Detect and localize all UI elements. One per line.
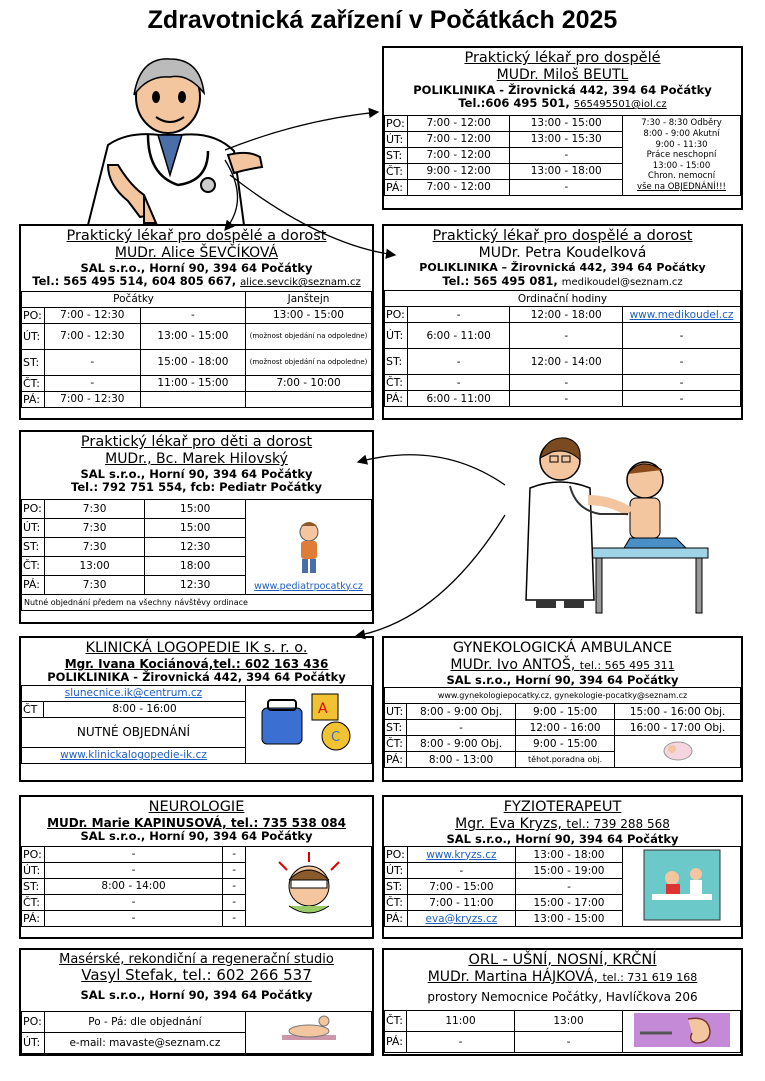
hours-cell: 13:00 - 15:00 bbox=[246, 307, 372, 323]
sevcikova-hours-table bbox=[21, 291, 372, 408]
sevcikova-email[interactable]: alice.sevcik@seznam.cz bbox=[240, 277, 361, 289]
day-label: PO: bbox=[22, 1011, 45, 1032]
hours-cell: 8:00 - 9:00 Obj. bbox=[407, 704, 516, 720]
hours-cell: 15:00 - 16:00 Obj. bbox=[615, 704, 741, 720]
day-label: ČT: bbox=[385, 736, 407, 752]
hours-cell: 11:00 - 15:00 bbox=[140, 375, 245, 391]
hours-cell: - bbox=[623, 391, 741, 407]
gynekologie-table bbox=[384, 687, 741, 768]
pregnancy-illustration bbox=[658, 737, 698, 763]
beutl-email[interactable]: 565495501@iol.cz bbox=[573, 99, 667, 111]
hours-cell: 9:00 - 15:00 bbox=[516, 736, 615, 752]
hilovsky-note: Nutné objednání předem na všechny návštěvy ordinace bbox=[22, 594, 372, 610]
hours-cell: - bbox=[407, 349, 510, 375]
hours-cell: 18:00 bbox=[145, 556, 246, 575]
hours-cell: 11:00 bbox=[407, 1010, 515, 1031]
beutl-card bbox=[382, 46, 743, 210]
massage-illustration bbox=[274, 1013, 344, 1049]
beutl-phone: Tel.:606 495 501, bbox=[458, 96, 570, 111]
hours-cell: - bbox=[407, 307, 510, 323]
sevcikova-heading: Praktický lékař pro dospělé a dorost bbox=[66, 228, 327, 244]
hours-cell: 7:00 - 12:00 bbox=[407, 131, 510, 147]
hours-note: (možnost objedání na odpoledne) bbox=[246, 349, 372, 375]
hours-cell: 13:00 bbox=[515, 1010, 623, 1031]
hours-cell: - bbox=[623, 349, 741, 375]
school-supplies-illustration bbox=[254, 688, 364, 758]
day-label: ÚT: bbox=[22, 862, 45, 878]
hours-cell: 15:00 - 18:00 bbox=[140, 349, 245, 375]
logopedie-web-link[interactable]: www.klinickalogopedie-ik.cz bbox=[22, 747, 246, 763]
maser-table bbox=[21, 1011, 372, 1054]
hours-cell: - bbox=[516, 879, 623, 895]
logopedie-illustration-cell bbox=[246, 685, 372, 763]
day-label: PÁ: bbox=[385, 179, 408, 195]
fyzio-web-link[interactable]: www.kryzs.cz bbox=[407, 847, 515, 863]
orl-doctor: MUDr. Martina HÁJKOVÁ, bbox=[427, 969, 599, 986]
fyzio-doctor: Mgr. Eva Kryzs, bbox=[455, 816, 562, 833]
koudelkova-card bbox=[382, 224, 743, 420]
koudelkova-web-link[interactable]: www.medikoudel.cz bbox=[623, 307, 741, 323]
beutl-address: POLIKLINIKA - Žirovnická 442, 394 64 Počátky bbox=[413, 82, 712, 97]
day-label: ČT: bbox=[385, 163, 408, 179]
hours-label: Ordinační hodiny bbox=[385, 291, 741, 307]
beutl-heading: Praktický lékař pro dospělé bbox=[464, 50, 661, 66]
day-label: PO: bbox=[22, 846, 45, 862]
hours-cell: 9:00 - 12:00 bbox=[407, 163, 510, 179]
koudelkova-hours-table bbox=[384, 290, 741, 407]
sevcikova-phone: Tel.: 565 495 514, 604 805 667, bbox=[32, 274, 237, 289]
day-label: ČT: bbox=[22, 556, 45, 575]
maser-email[interactable]: e-mail: mavaste@seznam.cz bbox=[44, 1032, 245, 1053]
neurologie-address: SAL s.r.o., Horní 90, 394 64 Počátky bbox=[80, 829, 313, 844]
hours-cell: 6:00 - 11:00 bbox=[407, 391, 510, 407]
maser-address: SAL s.r.o., Horní 90, 394 64 Počátky bbox=[80, 988, 313, 1003]
fyzio-email-link[interactable]: eva@kryzs.cz bbox=[407, 911, 515, 927]
hours-cell: - bbox=[510, 323, 623, 349]
day-label: ST: bbox=[385, 720, 407, 736]
pediatrician-illustration bbox=[500, 430, 720, 620]
column-header-janstejn: Janštejn bbox=[246, 291, 372, 307]
maser-card bbox=[19, 948, 374, 1056]
svg-text:C: C bbox=[330, 729, 340, 745]
hours-cell: 8:00 - 13:00 bbox=[407, 752, 516, 768]
day-label: PO: bbox=[385, 115, 408, 131]
day-label: PÁ: bbox=[385, 752, 407, 768]
hours-cell: - bbox=[223, 878, 246, 894]
hours-cell: 12:30 bbox=[145, 575, 246, 594]
hilovsky-phone: Tel.: 792 751 554, fcb: Pediatr Počátky bbox=[71, 480, 322, 495]
day-label: PÁ: bbox=[385, 391, 408, 407]
day-label: ÚT: bbox=[22, 518, 45, 537]
physiotherapy-illustration bbox=[642, 848, 722, 922]
hours-cell: 16:00 - 17:00 Obj. bbox=[615, 720, 741, 736]
hours-cell: 13:00 - 15:00 bbox=[516, 911, 623, 927]
doctor-illustration bbox=[48, 55, 278, 225]
hours-cell: - bbox=[44, 862, 223, 878]
beutl-doctor: MUDr. Miloš BEUTL bbox=[496, 67, 629, 84]
day-label: PO: bbox=[385, 307, 408, 323]
koudelkova-doctor: MUDr. Petra Koudelková bbox=[478, 245, 647, 262]
day-label: PÁ: bbox=[385, 911, 408, 927]
orl-illustration-cell bbox=[623, 1010, 741, 1052]
hours-cell: - bbox=[44, 846, 223, 862]
neurologie-illustration-cell bbox=[246, 846, 372, 926]
day-label: ÚT: bbox=[22, 1032, 45, 1053]
hours-cell: 7:00 - 12:30 bbox=[44, 323, 140, 349]
hours-cell: - bbox=[623, 375, 741, 391]
gynekologie-doctor: MUDr. Ivo ANTOŠ, bbox=[450, 657, 576, 674]
hours-cell: 7:30 bbox=[44, 499, 145, 518]
logopedie-table bbox=[21, 685, 372, 764]
fyzio-card bbox=[382, 795, 743, 939]
hours-cell: 7:00 - 12:00 bbox=[407, 147, 510, 163]
column-header-pocatky: Počátky bbox=[22, 291, 246, 307]
hours-cell: 13:00 - 18:00 bbox=[516, 847, 623, 863]
gynekologie-heading: GYNEKOLOGICKÁ AMBULANCE bbox=[452, 640, 673, 656]
neurologie-card bbox=[19, 795, 374, 939]
gynekologie-illustration-cell bbox=[615, 736, 741, 768]
day-label: PO: bbox=[22, 499, 45, 518]
day-label: ST: bbox=[22, 349, 45, 375]
hours-cell: 15:00 bbox=[145, 518, 246, 537]
fyzio-heading: FYZIOTERAPEUT bbox=[503, 799, 622, 815]
hilovsky-heading: Praktický lékař pro děti a dorost bbox=[80, 434, 313, 450]
logopedie-heading: KLINICKÁ LOGOPEDIE IK s. r. o. bbox=[85, 640, 308, 656]
hours-cell: 13:00 - 15:30 bbox=[510, 131, 623, 147]
logopedie-note: NUTNÉ OBJEDNÁNÍ bbox=[22, 717, 246, 747]
sevcikova-address: SAL s.r.o., Horní 90, 394 64 Počátky bbox=[80, 260, 313, 275]
koudelkova-heading: Praktický lékař pro dospělé a dorost bbox=[432, 228, 693, 244]
maser-name: Vasyl Stefak, tel.: 602 266 537 bbox=[81, 966, 312, 985]
day-label: ÚT: bbox=[385, 323, 408, 349]
orl-address: prostory Nemocnice Počátky, Havlíčkova 206 bbox=[427, 989, 698, 1004]
hours-cell: - bbox=[44, 894, 223, 910]
maser-illustration-cell bbox=[246, 1011, 372, 1053]
day-label: ÚT: bbox=[385, 863, 408, 879]
hours-cell: 7:00 - 12:30 bbox=[44, 307, 140, 323]
hours-cell: - bbox=[510, 147, 623, 163]
hours-cell: Po - Pá: dle objednání bbox=[44, 1011, 245, 1032]
hours-cell: - bbox=[407, 1031, 515, 1052]
hours-cell: 12:00 - 14:00 bbox=[510, 349, 623, 375]
hilovsky-web-link[interactable]: www.pediatrpocatky.cz bbox=[254, 580, 363, 592]
orl-table bbox=[384, 1010, 741, 1053]
hours-cell: - bbox=[44, 910, 223, 926]
hours-cell: 7:00 - 12:00 bbox=[407, 115, 510, 131]
orl-phone: tel.: 731 619 168 bbox=[602, 971, 698, 985]
hours-cell: 12:00 - 16:00 bbox=[516, 720, 615, 736]
hours-cell: 7:30 bbox=[44, 537, 145, 556]
orl-card bbox=[382, 948, 743, 1056]
hours-cell: 12:30 bbox=[145, 537, 246, 556]
neurologie-doctor: MUDr. Marie KAPINUSOVÁ, tel.: 735 538 084 bbox=[47, 816, 346, 831]
day-label: PO: bbox=[385, 847, 408, 863]
hours-cell bbox=[246, 391, 372, 407]
hours-cell: - bbox=[510, 179, 623, 195]
gynekologie-phone: tel.: 565 495 311 bbox=[579, 659, 675, 673]
day-label: ST: bbox=[385, 879, 408, 895]
fyzio-address: SAL s.r.o., Horní 90, 394 64 Počátky bbox=[446, 831, 679, 846]
koudelkova-phone: Tel.: 565 495 081, bbox=[442, 273, 558, 288]
gynekologie-address: SAL s.r.o., Horní 90, 394 64 Počátky bbox=[446, 672, 679, 687]
day-label: PÁ: bbox=[22, 391, 45, 407]
day-label: PÁ: bbox=[22, 575, 45, 594]
hours-cell: 13:00 - 15:00 bbox=[510, 115, 623, 131]
hours-cell: - bbox=[223, 894, 246, 910]
hours-cell: - bbox=[223, 846, 246, 862]
hours-cell: 15:00 bbox=[145, 499, 246, 518]
hours-cell: 15:00 - 17:00 bbox=[516, 895, 623, 911]
hours-cell: - bbox=[510, 391, 623, 407]
day-label: ST: bbox=[22, 878, 45, 894]
day-label: UT: bbox=[385, 704, 407, 720]
hours-cell: 13:00 bbox=[44, 556, 145, 575]
hours-cell: 6:00 - 11:00 bbox=[407, 323, 510, 349]
hilovsky-hours-table bbox=[21, 499, 372, 611]
day-label: ČT: bbox=[385, 1010, 407, 1031]
hilovsky-doctor: MUDr., Bc. Marek Hilovský bbox=[105, 451, 288, 468]
neurologie-table bbox=[21, 846, 372, 927]
hours-note: (možnost objedání na odpoledne) bbox=[246, 323, 372, 349]
neurologie-heading: NEUROLOGIE bbox=[148, 799, 245, 815]
hours-cell: - bbox=[223, 910, 246, 926]
hours-cell: - bbox=[140, 307, 245, 323]
svg-text:A: A bbox=[317, 700, 328, 717]
hours-cell: - bbox=[223, 862, 246, 878]
day-label: ST: bbox=[385, 147, 408, 163]
logopedie-address: POLIKLINIKA - Žirovnická 442, 394 64 Počátky bbox=[47, 670, 346, 685]
fyzio-table bbox=[384, 846, 741, 927]
headache-illustration bbox=[259, 850, 359, 920]
day-label: ČT: bbox=[385, 895, 408, 911]
beutl-notes: 7:30 - 8:30 Odběry 8:00 - 9:00 Akutní 9:00 - 11:30 Práce neschopní 13:00 - 15:00 Chron. nemocní vše na OBJEDNÁNÍ!!! bbox=[623, 115, 741, 195]
hours-cell: - bbox=[407, 375, 510, 391]
hours-cell: 8:00 - 16:00 bbox=[44, 701, 246, 717]
sevcikova-doctor: MUDr. Alice ŠEVČÍKOVÁ bbox=[114, 245, 279, 262]
hours-cell: - bbox=[623, 323, 741, 349]
hours-cell: - bbox=[407, 863, 515, 879]
day-label: ST: bbox=[385, 349, 408, 375]
hours-cell: 7:00 - 10:00 bbox=[246, 375, 372, 391]
hours-cell: - bbox=[510, 375, 623, 391]
beutl-hours-table bbox=[384, 115, 741, 196]
maser-heading: Masérské, rekondiční a regenerační studio bbox=[59, 952, 334, 967]
hours-cell: 7:00 - 12:00 bbox=[407, 179, 510, 195]
hours-cell: 7:30 bbox=[44, 575, 145, 594]
day-label: ČT bbox=[22, 701, 44, 717]
gynekologie-web[interactable]: www.gynekologiepocatky.cz, gynekologie-pocatky@seznam.cz bbox=[385, 688, 741, 704]
hilovsky-web-cell bbox=[246, 499, 372, 594]
fyzio-illustration-cell bbox=[623, 847, 741, 927]
hours-cell: 15:00 - 19:00 bbox=[516, 863, 623, 879]
day-label: ÚT: bbox=[385, 131, 408, 147]
gynekologie-card bbox=[382, 636, 743, 782]
day-label: PÁ: bbox=[22, 910, 45, 926]
hours-cell: těhot.poradna obj. bbox=[516, 752, 615, 768]
hours-cell: 13:00 - 18:00 bbox=[510, 163, 623, 179]
hours-cell: - bbox=[407, 720, 516, 736]
day-label: ČT: bbox=[22, 375, 45, 391]
day-label: PO: bbox=[22, 307, 45, 323]
koudelkova-email[interactable]: medikoudel@seznam.cz bbox=[561, 276, 683, 288]
hours-cell: 7:30 bbox=[44, 518, 145, 537]
logopedie-email[interactable]: slunecnice.ik@centrum.cz bbox=[22, 685, 246, 701]
hours-cell: 8:00 - 9:00 Obj. bbox=[407, 736, 516, 752]
hours-cell bbox=[140, 391, 245, 407]
hours-cell: 12:00 - 18:00 bbox=[510, 307, 623, 323]
ear-illustration bbox=[632, 1011, 732, 1049]
hours-cell: 7:00 - 15:00 bbox=[407, 879, 515, 895]
orl-heading: ORL - UŠNÍ, NOSNÍ, KRČNÍ bbox=[468, 952, 657, 968]
page-title: Zdravotnická zařízení v Počátkách 2025 bbox=[147, 6, 618, 34]
fyzio-phone: tel.: 739 288 568 bbox=[566, 817, 670, 832]
logopedie-card bbox=[19, 636, 374, 782]
hours-cell: 7:00 - 11:00 bbox=[407, 895, 515, 911]
hours-cell: 8:00 - 14:00 bbox=[44, 878, 223, 894]
hilovsky-card bbox=[19, 430, 374, 624]
hours-cell: - bbox=[44, 375, 140, 391]
koudelkova-address: POLIKLINIKA – Žirovnická 442, 394 64 Počátky bbox=[419, 260, 706, 274]
hours-cell: - bbox=[515, 1031, 623, 1052]
hours-cell: 7:00 - 12:30 bbox=[44, 391, 140, 407]
hours-cell: - bbox=[44, 349, 140, 375]
sevcikova-card bbox=[19, 224, 374, 420]
day-label: ÚT: bbox=[22, 323, 45, 349]
day-label: ČT: bbox=[385, 375, 408, 391]
hilovsky-address: SAL s.r.o., Horní 90, 394 64 Počátky bbox=[80, 466, 313, 481]
hours-cell: 9:00 - 15:00 bbox=[516, 704, 615, 720]
logopedie-contact: Mgr. Ivana Kociánová,tel.: 602 163 436 bbox=[64, 657, 329, 672]
hours-cell: 13:00 - 15:00 bbox=[140, 323, 245, 349]
day-label: ST: bbox=[22, 537, 45, 556]
day-label: PÁ: bbox=[385, 1031, 407, 1052]
child-illustration bbox=[279, 518, 339, 578]
day-label: ČT: bbox=[22, 894, 45, 910]
